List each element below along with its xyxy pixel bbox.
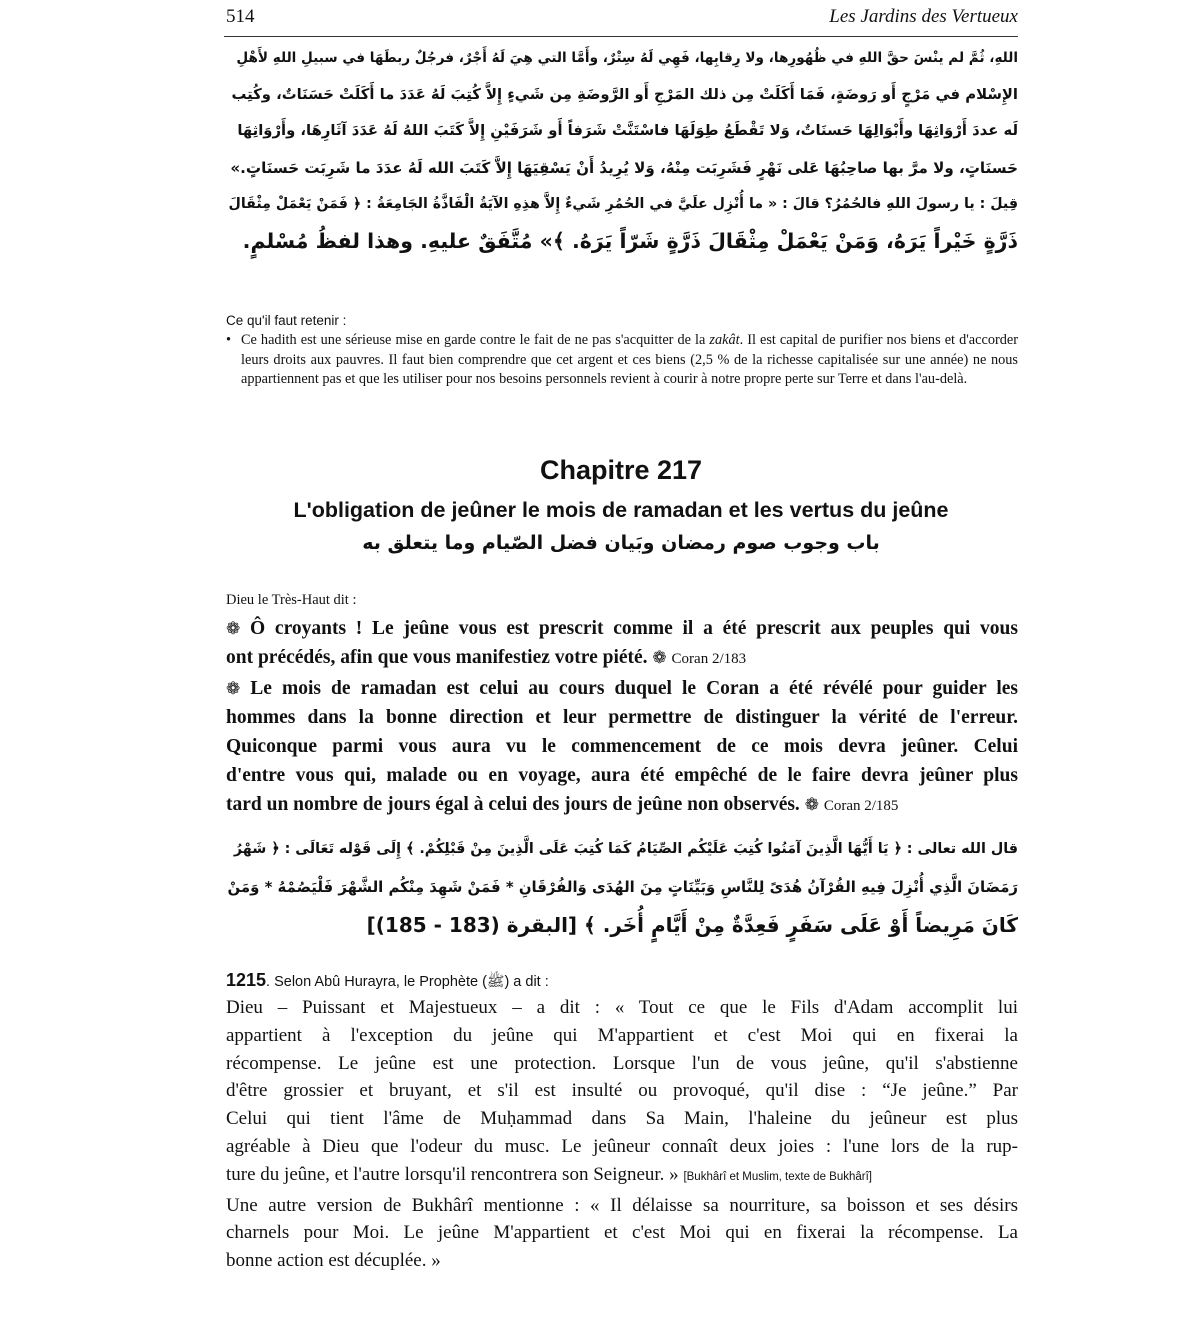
hadith-source: [Bukhârî et Muslim, texte de Bukhârî] (683, 1170, 872, 1183)
book-page (224, 0, 1018, 1272)
hadith-line (226, 1161, 1018, 1192)
hadith-line: appartient à l'exception du jeûne qui M'appartient et c'est Moi qui en fixerai la (226, 1024, 1018, 1046)
hadith-line: d'être grossier et bruyant, et s'il est insulté ou provoqué, qu'il dise : “Je jeûne.” Par (226, 1080, 1018, 1102)
arabic-line: قِيلَ : يا رسولَ اللهِ فالحُمُرُ؟ قالَ : « ما أُنْزِل علَيَّ في الحُمُرِ شَيءٌ إِلاَّ هذِهِ الآيَةُ الْفَاذَّةُ الجَامِعَةُ : ﴿ فَمَنْ يَعْمَلْ مِثْقَالَ (228, 196, 1018, 212)
arabic-line: رَمَضَانَ الَّذِي أُنْزِلَ فِيهِ القُرْآنُ هُدَىً لِلنَّاسِ وَبَيِّنَاتٍ مِنَ الهُدَى وَالفُرْقَانِ * فَمَنْ شَهِدَ مِنْكُم الشَّهْرَ فَلْيَصُمْهُ * وَمَنْ (227, 878, 1018, 896)
verse-line: Quiconque parmi vous aura vu le commencement de ce mois devra jeûner. Celui (226, 736, 1018, 757)
verse-line (226, 790, 1018, 821)
ornament-close-icon: ❁ (652, 648, 667, 667)
arabic-line: حَسنَاتٍ، ولا مرَّ بها صاحِبُهَا عَلى نَهْرٍ فَشَرِبَت مِنْهُ، وَلا يُرِيدُ أَنْ يَسْقِيَهَا إِلاَّ كَتَبَ الله لَهُ عدَدَ ما شَرِبَت حَسنَاتٍ.» (230, 158, 1018, 177)
bullet-italic-term: zakât (709, 332, 740, 348)
hadith-text: ture du jeûne, et l'autre lorsqu'il rencontrera son Seigneur. » (226, 1163, 679, 1185)
verse-line: hommes dans la bonne direction et leur permettre de distinguer la vérité de l'erreur. (226, 707, 1018, 728)
arabic-hadith-text (224, 40, 1018, 259)
arabic-line: قال الله تعالى : ﴿ يَا أَيُّهَا الَّذِينَ آمَنُوا كُتِبَ عَلَيْكُم الصِّيَامُ كَمَا كُتِبَ عَلَى الَّذِينَ مِنْ قَبْلِكُمْ. ﴾ إِلَى قَوْله تَعَالَى : ﴿ شَهْرُ (233, 841, 1018, 857)
verse-line (226, 643, 1018, 674)
verse-reference: Coran 2/185 (823, 798, 899, 814)
hadith-line: Une autre version de Bukhârî mentionne : « Il délaisse sa nourriture, sa boisson et ses désirs (226, 1194, 1018, 1216)
running-title: Les Jardins des Vertueux (829, 6, 1018, 27)
hadith-line: récompense. Le jeûne est une protection. Lorsque l'un de vous jeûne, qu'il s'abstienne (226, 1052, 1018, 1074)
hadith-line: charnels pour Moi. Le jeûne M'appartient et c'est Moi qui en fixerai la récompense. La (226, 1222, 1018, 1244)
arabic-line: كَانَ مَرِيضاً أَوْ عَلَى سَفَرٍ فَعِدَّةٌ مِنْ أَيَّامٍ أُخَر. ﴾ [البقرة (183 - 185)] (366, 913, 1018, 937)
verse-text: Ô croyants ! Le jeûne vous est prescrit comme il a été prescrit aux peuples qui vous (250, 618, 1018, 639)
bullet-text-part: Ce hadith est une sérieuse mise en garde contre le fait de ne pas s'acquitter de la (241, 332, 710, 348)
intro-label: Dieu le Très-Haut dit : (226, 592, 357, 608)
page-number: 514 (226, 6, 255, 27)
hadith-line: bonne action est décuplée. » (226, 1250, 441, 1272)
hadith-intro: . Selon Abû Hurayra, le Prophète (ﷺ) a dit : (266, 974, 549, 990)
retenir-bullet (226, 331, 1018, 390)
bullet-text-part: . Il est capital de purifier nos biens et d'accorder leurs droits aux pauvres. Il faut bien comprendre que cet argent et ces biens (2,5 % de la richesse capitalisée sur une année) ne nous appartiennent pas et que les utiliser pour nos besoins personnels revient à courir à notre propre perte sur Terre et dans l'au-delà. (241, 332, 1018, 387)
verse-text: ont précédés, afin que vous manifestiez votre piété. (226, 647, 648, 668)
verse-text: Le mois de ramadan est celui au cours duquel le Coran a été révélé pour guider les (250, 678, 1018, 699)
page-header (224, 0, 1018, 37)
hadith-line: agréable à Dieu que l'odeur du musc. Le jeûneur connaît deux joies : l'une lors de la rup- (226, 1135, 1018, 1157)
arabic-verses (224, 830, 1018, 944)
arabic-line: اللهِ، ثُمَّ لم ينْسَ حقَّ اللهِ في ظُهُورِها، ولا رِقابِها، فَهِي لَهُ سِتْرٌ، وأَمَّا التي هِيَ لَهُ أَجْرٌ، فرجُلٌ ربطَهَا في سبيلِ اللهِ لأَهْلِ (236, 50, 1018, 66)
ornament-open-icon: ❁ (226, 619, 241, 638)
verse-line (226, 614, 1018, 643)
verse-line: d'entre vous qui, malade ou en voyage, aura été empêché de le faire devra jeûner plus (226, 765, 1018, 786)
retenir-label: Ce qu'il faut retenir : (226, 313, 347, 328)
chapter-title-fr: L'obligation de jeûner le mois de ramadan et les vertus du jeûne (293, 498, 949, 522)
verse-2-183 (226, 614, 1018, 674)
verse-2-185 (226, 674, 1018, 821)
chapter-number: Chapitre 217 (539, 455, 703, 485)
chapter-title-ar: باب وجوب صوم رمضان وبَيان فضل الصّيام وما يتعلق به (362, 532, 880, 554)
bullet-icon: • (226, 332, 232, 348)
hadith-number: 1215 (226, 970, 267, 990)
hadith-body (226, 994, 1018, 1275)
ornament-close-icon: ❁ (804, 795, 819, 814)
bullet-text (241, 331, 1018, 390)
verse-line (226, 674, 1018, 703)
ornament-open-icon: ❁ (226, 679, 241, 698)
arabic-line: الإِسْلام في مَرْجٍ أَو رَوضَةٍ، فَمَا أَكَلَتْ مِن ذلك المَرْجِ أَو الرَّوضَةِ مِن شَيءٍ إِلاَّ كُتِبَ لَهُ عَدَدَ ما أَكَلَتْ حَسَنَاتٌ، وكُتِب (231, 85, 1018, 103)
hadith-line: Dieu – Puissant et Majestueux – a dit : « Tout ce que le Fils d'Adam accomplit lui (226, 997, 1018, 1018)
verse-text: tard un nombre de jours égal à celui des jours de jeûne non observés. (226, 794, 800, 815)
arabic-line: ذَرَّةٍ خَيْراً يَرَهُ، وَمَنْ يَعْمَلْ مِثْقَالَ ذَرَّةٍ شَرّاً يَرَهُ. ﴾» مُتَّفَقٌ عليهِ. وهذا لفظُ مُسْلمٍ. (242, 228, 1018, 253)
hadith-line: Celui qui tient l'âme de Muḥammad dans Sa Main, l'haleine du jeûneur est plus (226, 1108, 1018, 1130)
verse-reference: Coran 2/183 (671, 651, 747, 667)
hadith-heading (226, 970, 549, 994)
arabic-line: لَه عددَ أَرْوَاثِهَا وأَبْوَالِهَا حَسنَاتٌ، وَلا تَقْطَعُ طِوَلَهَا فاسْتَنَّتْ شَرَفاً أَو شَرَفَيْنِ إِلاَّ كَتَبَ اللهُ لَهُ عَدَدَ آثَارِهَا، وأَرْوَاثِهَا (237, 122, 1018, 139)
